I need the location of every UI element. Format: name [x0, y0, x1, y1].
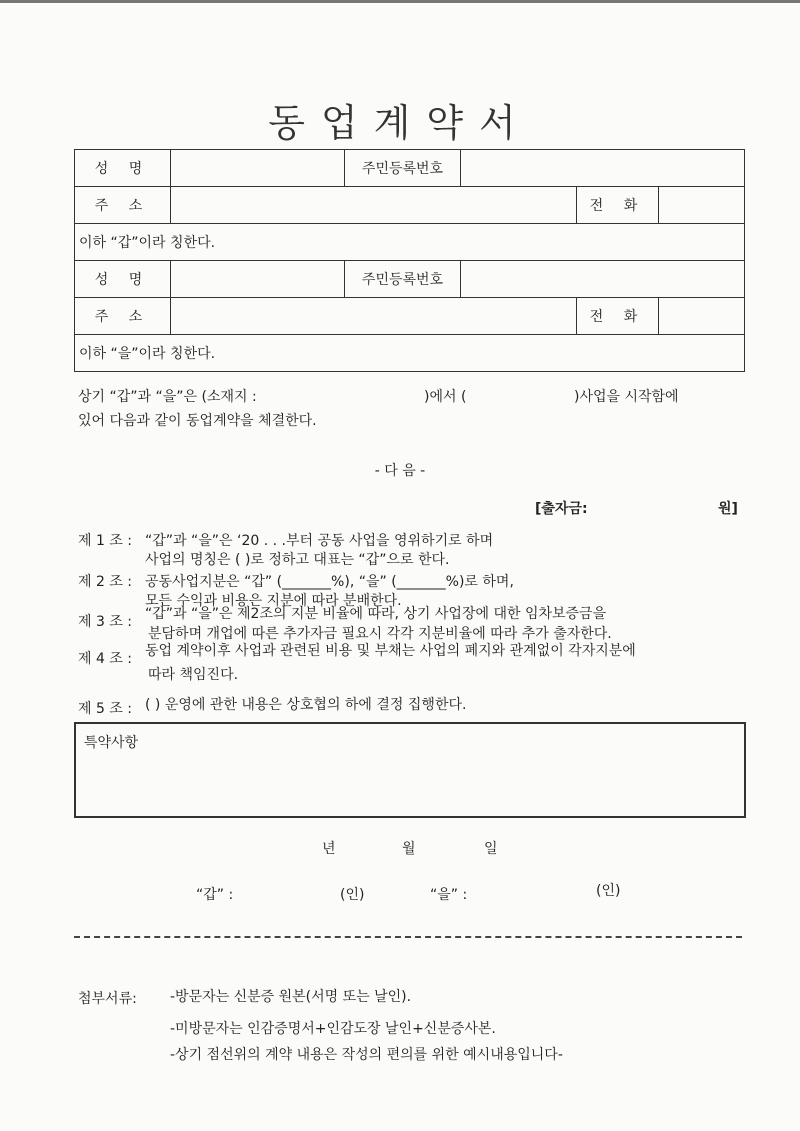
article-1-line1: “갑”과 “을”은 ‘20 . . .부터 공동 사업을 영위하기로 하며: [145, 533, 494, 549]
article-5-line1: ( ) 운영에 관한 내용은 상호협의 하에 결정 집행한다.: [145, 697, 467, 713]
name-row: [75, 150, 745, 187]
name-row: [75, 261, 745, 298]
id-number-label: 주민등록번호: [345, 150, 461, 187]
name-label: 성 명: [75, 261, 171, 298]
address-row: [75, 298, 745, 335]
article-5-label: 제 5 조 :: [78, 701, 133, 717]
article-1-label: 제 1 조 :: [78, 533, 133, 549]
address-label: 주 소: [75, 298, 171, 335]
special-terms-box[interactable]: [74, 722, 746, 818]
article-3-line2: 분담하며 개업에 따른 추가자금 필요시 각각 지분비율에 따라 추가 출자한다.: [148, 626, 612, 642]
investment-label: [출자금:: [535, 501, 588, 517]
article-2-line2: 모든 수익과 비용은 지분에 따라 분배한다.: [145, 593, 402, 609]
document-title: 동업계약서: [268, 101, 532, 145]
id-number-field[interactable]: [461, 150, 745, 187]
article-2-label: 제 2 조 :: [78, 574, 133, 590]
heading-below: - 다 음 -: [374, 463, 426, 479]
investment-unit: 원]: [718, 501, 738, 517]
top-edge-line: [0, 0, 800, 3]
phone-label: 전 화: [577, 298, 659, 335]
attachment-item: -방문자는 신분증 원본(서명 또는 날인).: [170, 989, 412, 1005]
signature-gap-seal: (인): [340, 887, 365, 903]
address-label: 주 소: [75, 187, 171, 224]
signature-eul-label: “을” :: [430, 887, 468, 903]
attachment-item: -상기 점선위의 계약 내용은 작성의 편의를 위한 예시내용입니다-: [170, 1047, 563, 1063]
note-row: [75, 224, 745, 261]
article-3-line1: “갑”과 “을”은 제2조의 지분 비율에 따라, 상기 사업장에 대한 임차보증금을: [145, 606, 607, 622]
signature-gap-label: “갑” :: [196, 887, 234, 903]
intro-line1-b: )에서 (: [424, 389, 467, 405]
phone-label: 전 화: [577, 187, 659, 224]
special-terms-label: 특약사항: [84, 735, 139, 751]
party-note: 이하 “을”이라 칭한다.: [75, 335, 745, 372]
signature-eul-seal: (인): [596, 883, 621, 899]
intro-line2: 있어 다음과 같이 동업계약을 체결한다.: [78, 413, 317, 429]
article-3-label: 제 3 조 :: [78, 614, 133, 630]
name-field[interactable]: [171, 261, 345, 298]
article-2-line1: 공동사업지분은 “갑” (_______%), “을” (_______%)로 하며,: [145, 574, 514, 590]
party-eul-table: [74, 260, 745, 372]
note-row: [75, 335, 745, 372]
name-label: 성 명: [75, 150, 171, 187]
article-4-line2: 따라 책임진다.: [148, 667, 239, 683]
party-gap-table: [74, 149, 745, 261]
date-year-label: 년: [322, 841, 336, 857]
date-day-label: 일: [484, 841, 498, 857]
intro-line1-a: 상기 “갑”과 “을”은 (소재지 :: [78, 389, 257, 405]
address-field[interactable]: [171, 187, 577, 224]
article-1-line2: 사업의 명칭은 ( )로 정하고 대표는 “갑”으로 한다.: [145, 552, 450, 568]
phone-field[interactable]: [659, 187, 745, 224]
date-month-label: 월: [402, 841, 416, 857]
phone-field[interactable]: [659, 298, 745, 335]
address-field[interactable]: [171, 298, 577, 335]
id-number-label: 주민등록번호: [345, 261, 461, 298]
attachment-item: -미방문자는 인감증명서+인감도장 날인+신분증사본.: [170, 1021, 496, 1037]
dashed-separator: [74, 936, 742, 938]
attachments-label: 첨부서류:: [78, 991, 137, 1007]
party-note: 이하 “갑”이라 칭한다.: [75, 224, 745, 261]
article-4-label: 제 4 조 :: [78, 651, 133, 667]
article-4-line1: 동업 계약이후 사업과 관련된 비용 및 부채는 사업의 폐지와 관계없이 각자지분에: [145, 643, 636, 659]
address-row: [75, 187, 745, 224]
intro-line1-c: )사업을 시작함에: [574, 389, 679, 405]
id-number-field[interactable]: [461, 261, 745, 298]
name-field[interactable]: [171, 150, 345, 187]
